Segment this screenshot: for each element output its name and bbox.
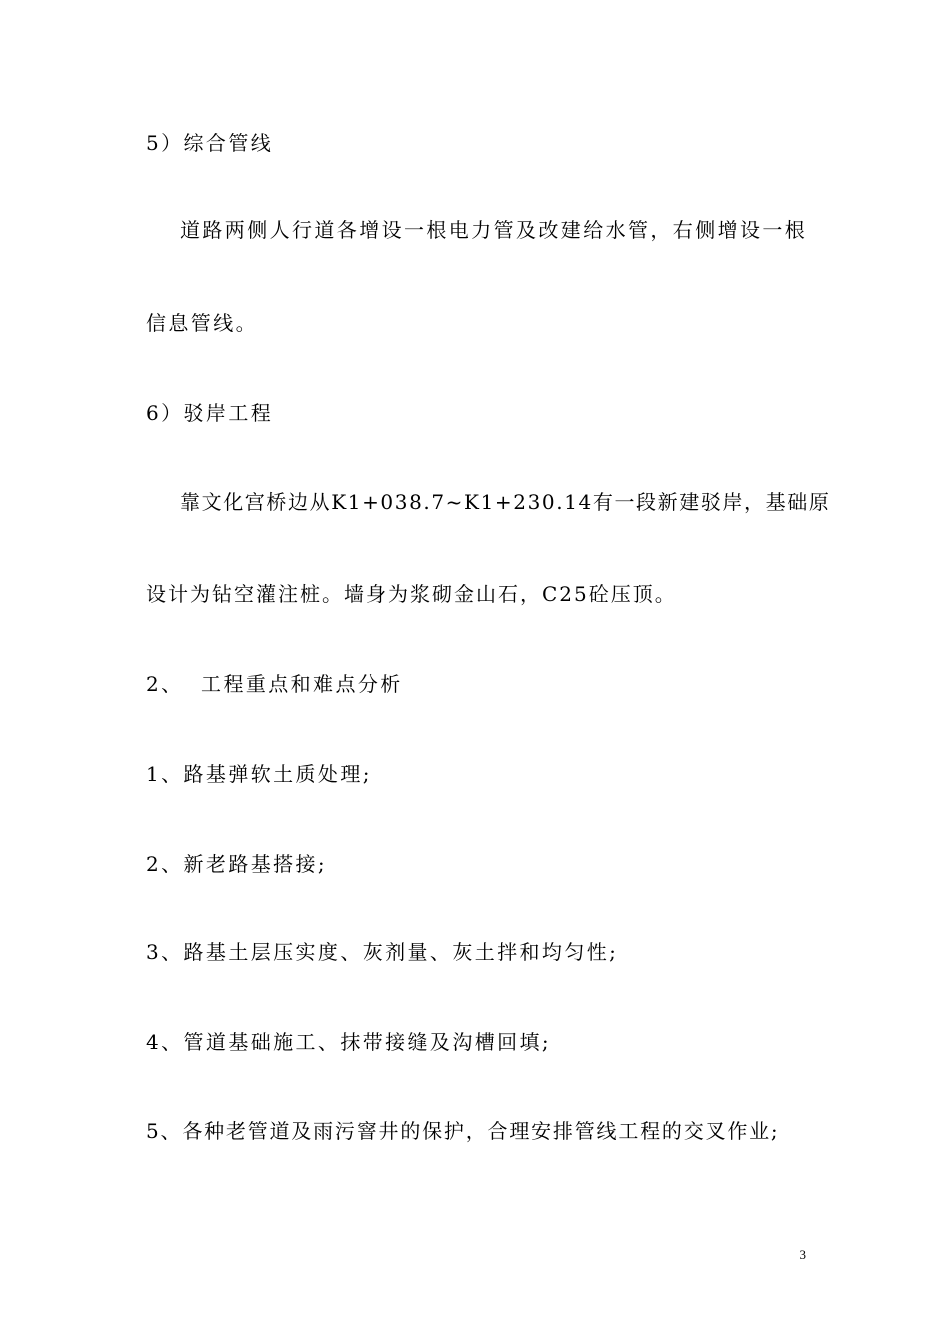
paragraph-revetment-line-2: 设计为钻空灌注桩。墙身为浆砌金山石，C25砼压顶。 (146, 582, 677, 606)
list-item-4: 4、管道基础施工、抹带接缝及沟槽回填; (146, 1030, 552, 1054)
section-heading-revetment: 6）驳岸工程 (146, 401, 274, 425)
section-heading-key-difficulties: 2、 工程重点和难点分析 (146, 672, 403, 696)
list-item-1: 1、路基弹软土质处理; (146, 762, 372, 786)
section-heading-comprehensive-pipelines: 5）综合管线 (146, 131, 274, 155)
list-item-3: 3、路基土层压实度、灰剂量、灰土拌和均匀性; (146, 940, 619, 964)
page-number: 3 (799, 1247, 806, 1262)
paragraph-revetment-line-1: 靠文化宫桥边从K1+038.7~K1+230.14有一段新建驳岸，基础原 (180, 490, 831, 514)
list-item-2: 2、新老路基搭接; (146, 852, 328, 876)
list-item-5: 5、各种老管道及雨污窨井的保护，合理安排管线工程的交叉作业; (146, 1119, 780, 1143)
paragraph-pipelines-line-1: 道路两侧人行道各增设一根电力管及改建给水管，右侧增设一根 (180, 218, 808, 242)
paragraph-pipelines-line-2: 信息管线。 (146, 311, 258, 335)
